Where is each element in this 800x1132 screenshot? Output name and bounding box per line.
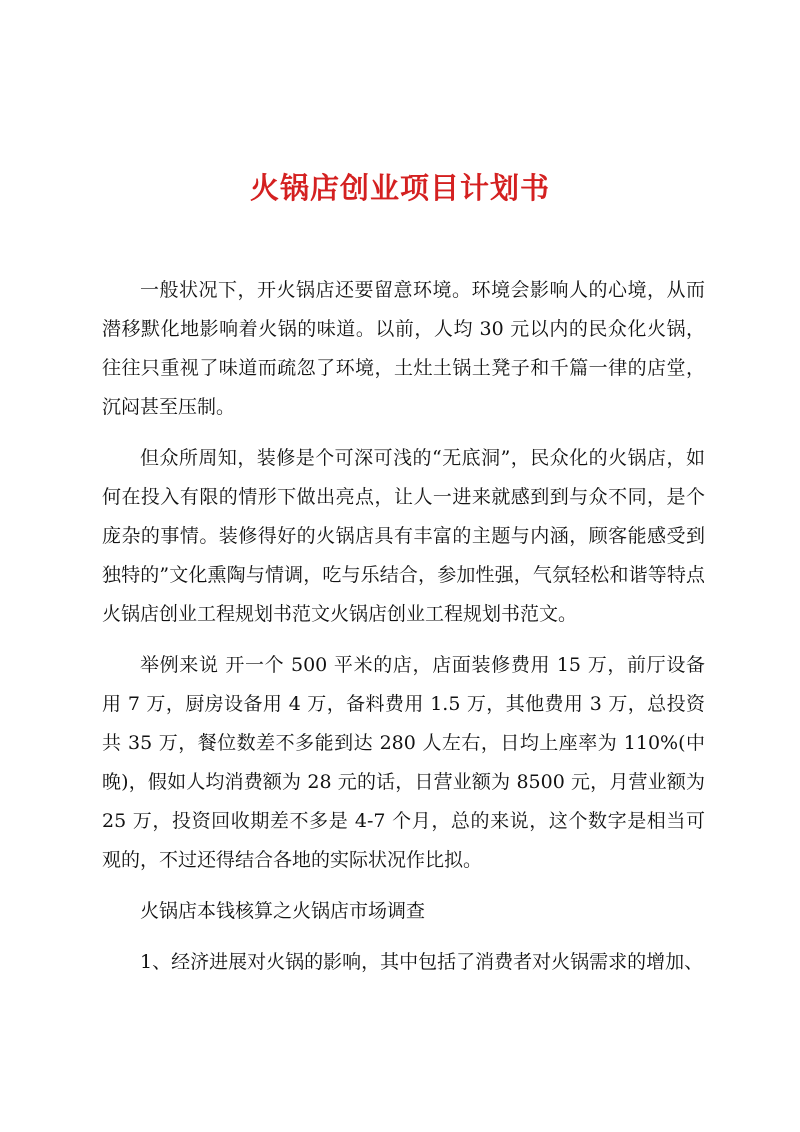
document-body: [102, 271, 705, 994]
paragraph-decoration: 但众所周知，装修是个可深可浅的“无底洞”，民众化的火锅店，如何在投入有限的情形下做出亮点，让人一进来就感到到与众不同，是个庞杂的事情。装修得好的火锅店具有丰富的主题与内涵，顾客能感受到独特的”文化熏陶与情调，吃与乐结合，参加性强，气氛轻松和谐等特点火锅店创业工程规划书范文火锅店创业工程规划书范文。: [102, 447, 705, 625]
paragraph-cost-example: 举例来说 开一个 500 平米的店，店面装修费用 15 万，前厅设备用 7 万，厨房设备用 4 万，备料费用 1.5 万，其他费用 3 万，总投资共 35 万，餐位数差不多能到达 280 人左右，日均上座率为 110%(中晚)，假如人均消费额为 28 元的话，日营业额为 8500 元，月营业额为 25 万，投资回收期差不多是 4-7 个月，总的来说，这个数字是相当可观的，不过还得结合各地的实际状况作比拟。: [102, 654, 705, 871]
document-title: 火锅店创业项目计划书: [249, 171, 550, 205]
section-heading-market-survey: 火锅店本钱核算之火锅店市场调查: [140, 900, 426, 922]
paragraph-environment: 一般状况下，开火锅店还要留意环境。环境会影响人的心境，从而潜移默化地影响着火锅的味道。以前，人均 30 元以内的民众化火锅，往往只重视了味道而疏忽了环境，土灶土锅土凳子和千篇一律的店堂，沉闷甚至压制。: [102, 279, 705, 418]
paragraph-economic-impact: 1、经济进展对火锅的影响，其中包括了消费者对火锅需求的增加、: [140, 951, 704, 973]
